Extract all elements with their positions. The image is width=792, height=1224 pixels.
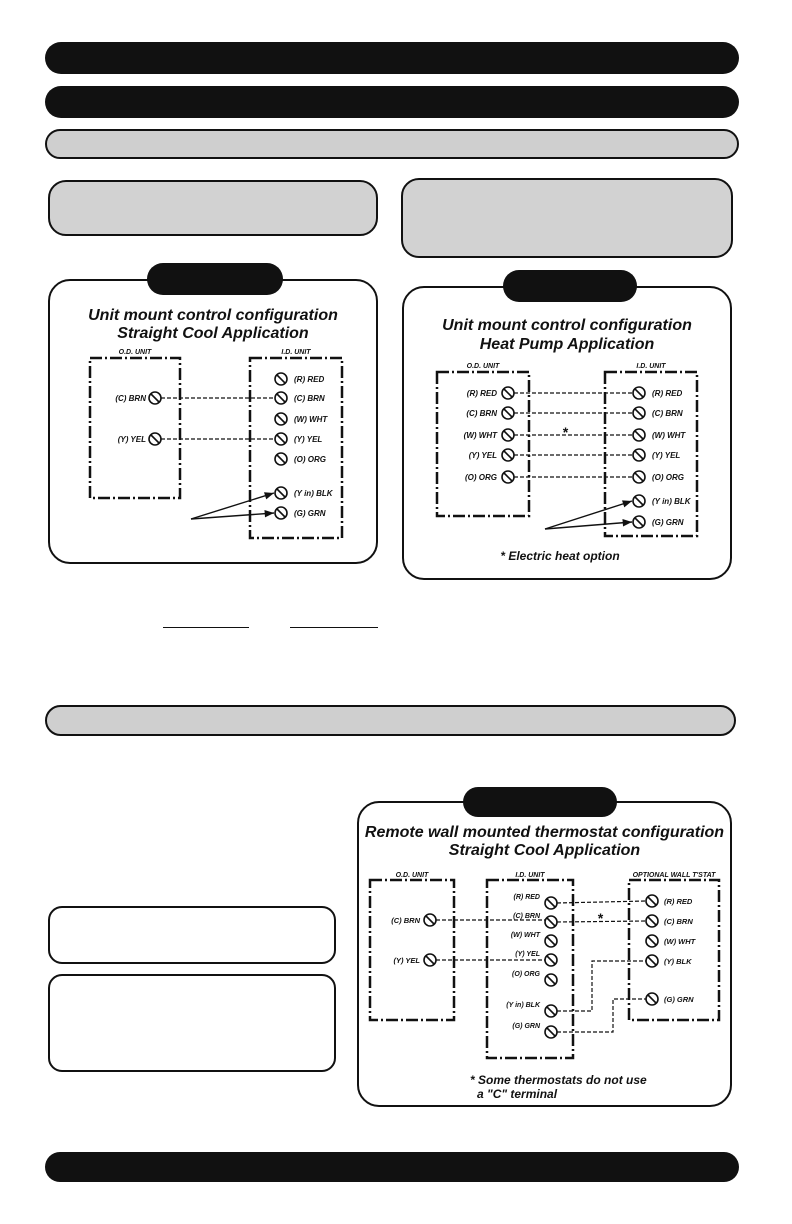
- diagram3-tstat-header: OPTIONAL WALL T'STAT: [632, 872, 716, 879]
- diagram1-id-screw: [275, 487, 287, 499]
- diagram3-asterisk: *: [597, 910, 603, 926]
- diagram2-od-screw: [502, 449, 514, 461]
- diagram3-title-line2: Straight Cool Application: [448, 842, 641, 859]
- diagram1-id-screw: [275, 507, 287, 519]
- diagram3-od-terminal-label: (C) BRN: [391, 916, 420, 925]
- diagram1-od-screw: [149, 392, 161, 404]
- diagram2-id-screw: [633, 429, 645, 441]
- diagram1-arrow-yin: [191, 492, 274, 519]
- diagram2-od-terminal-label: (C) BRN: [466, 409, 497, 418]
- diagram3-tstat-screw: [646, 955, 658, 967]
- diagram3-note-line1: * Some thermostats do not use: [470, 1073, 647, 1087]
- diagram2-id-terminal-label: (Y) YEL: [652, 451, 681, 460]
- diagram3-id-terminal-label: (Y) YEL: [515, 951, 540, 958]
- diagram3-tstat-screw: [646, 915, 658, 927]
- diagram1-od-terminal-label: (C) BRN: [115, 394, 146, 403]
- diagram3-id-screw: [545, 916, 557, 928]
- diagram1-wiring: [90, 349, 342, 538]
- diagram1-id-terminal-label: (O) ORG: [294, 455, 326, 464]
- diagram3-id-screw: [545, 974, 557, 986]
- diagram2-id-screw: [633, 516, 645, 528]
- diagram2-od-header: O.D. UNIT: [466, 363, 500, 370]
- diagram2-id-terminal-label: (C) BRN: [652, 409, 683, 418]
- diagram2-id-screw: [633, 407, 645, 419]
- diagram3-id-terminal-label: (R) RED: [513, 894, 540, 901]
- diagram3-title-line1: Remote wall mounted thermostat configuration: [364, 824, 725, 841]
- diagram1-id-screw: [275, 413, 287, 425]
- diagram1-id-terminal-label: (C) BRN: [294, 394, 325, 403]
- diagram3-wiring: [370, 872, 719, 1101]
- diagram1-title-line1: Unit mount control configuration: [88, 307, 338, 324]
- diagram2-id-unit-box: [605, 372, 697, 536]
- diagram2-od-screw: [502, 387, 514, 399]
- diagram2-id-terminal-label: (G) GRN: [652, 518, 684, 527]
- diagram2-id-terminal-label: (W) WHT: [652, 431, 686, 440]
- diagram3-note-line2: a "C" terminal: [477, 1087, 558, 1101]
- diagram2-id-terminal-label: (Y in) BLK: [652, 497, 691, 506]
- diagram3-id-screw: [545, 935, 557, 947]
- diagram3-id-header: I.D. UNIT: [515, 872, 545, 879]
- diagram3-od-unit-box: [370, 880, 454, 1020]
- diagram3-tstat-terminal-label: (Y) BLK: [664, 957, 692, 966]
- diagram2-title-line2: Heat Pump Application: [479, 336, 655, 353]
- diagram2-id-screw: [633, 471, 645, 483]
- diagram2-id-header: I.D. UNIT: [636, 363, 666, 370]
- diagram3-wire-red: [557, 901, 646, 903]
- diagram3-od-screw: [424, 914, 436, 926]
- diagram3-id-screw: [545, 897, 557, 909]
- diagram3-od-header: O.D. UNIT: [395, 872, 429, 879]
- diagram3-id-screw: [545, 954, 557, 966]
- diagram2-od-terminal-label: (W) WHT: [463, 431, 497, 440]
- diagram3-id-screw: [545, 1026, 557, 1038]
- diagram3-tstat-screw: [646, 935, 658, 947]
- diagram3-id-screw: [545, 1005, 557, 1017]
- diagram2-arrow-yin: [545, 500, 632, 529]
- diagram1-od-screw: [149, 433, 161, 445]
- diagram2-od-terminal-label: (Y) YEL: [468, 451, 497, 460]
- diagram1-od-terminal-label: (Y) YEL: [117, 435, 146, 444]
- diagram3-tstat-terminal-label: (C) BRN: [664, 917, 693, 926]
- diagram1-title-line2: Straight Cool Application: [117, 325, 309, 342]
- diagram2-id-screw: [633, 495, 645, 507]
- diagram1-od-header: O.D. UNIT: [118, 349, 152, 356]
- diagram3-id-terminal-label: (C) BRN: [513, 913, 540, 920]
- diagram3-id-terminal-label: (Y in) BLK: [506, 1002, 540, 1009]
- diagram2-od-terminal-label: (R) RED: [466, 389, 497, 398]
- diagram3-id-unit-box: [487, 880, 573, 1058]
- diagram2-asterisk: *: [562, 424, 568, 440]
- diagram2-od-screw: [502, 407, 514, 419]
- diagram1-id-screw: [275, 433, 287, 445]
- diagram2-od-screw: [502, 471, 514, 483]
- diagram2-title-line1: Unit mount control configuration: [442, 317, 692, 334]
- diagram1-id-terminal-label: (Y in) BLK: [294, 489, 333, 498]
- diagram1-od-unit-box: [90, 358, 180, 498]
- diagram2-id-terminal-label: (O) ORG: [652, 473, 684, 482]
- diagram3-tstat-screw: [646, 993, 658, 1005]
- diagram1-id-terminal-label: (Y) YEL: [294, 435, 323, 444]
- diagram1-id-screw: [275, 453, 287, 465]
- diagram3-id-terminal-label: (W) WHT: [510, 932, 540, 939]
- diagram3-id-terminal-label: (G) GRN: [512, 1023, 540, 1030]
- diagram1-id-screw: [275, 392, 287, 404]
- diagram3-wire-yin-blk: [557, 961, 646, 1011]
- diagram3-od-screw: [424, 954, 436, 966]
- diagram3-tstat-terminal-label: (R) RED: [664, 897, 693, 906]
- diagram2-note: * Electric heat option: [500, 549, 620, 563]
- diagram3-wire-grn: [557, 999, 646, 1032]
- diagram3-tstat-terminal-label: (G) GRN: [664, 995, 694, 1004]
- diagram1-id-terminal-label: (W) WHT: [294, 415, 328, 424]
- diagram3-od-terminal-label: (Y) YEL: [393, 956, 420, 965]
- diagram3-id-terminal-label: (O) ORG: [512, 971, 540, 978]
- diagram3-tstat-terminal-label: (W) WHT: [664, 937, 696, 946]
- diagram2-wiring: [437, 363, 697, 563]
- diagram1-id-screw: [275, 373, 287, 385]
- diagram2-arrow-grn: [545, 519, 632, 529]
- diagram2-id-terminal-label: (R) RED: [652, 389, 683, 398]
- diagram2-id-screw: [633, 387, 645, 399]
- diagram1-id-terminal-label: (R) RED: [294, 375, 325, 384]
- diagram2-od-terminal-label: (O) ORG: [465, 473, 497, 482]
- diagram1-id-header: I.D. UNIT: [281, 349, 311, 356]
- diagram3-tstat-screw: [646, 895, 658, 907]
- diagram1-id-terminal-label: (G) GRN: [294, 509, 326, 518]
- diagram2-od-screw: [502, 429, 514, 441]
- diagram2-id-screw: [633, 449, 645, 461]
